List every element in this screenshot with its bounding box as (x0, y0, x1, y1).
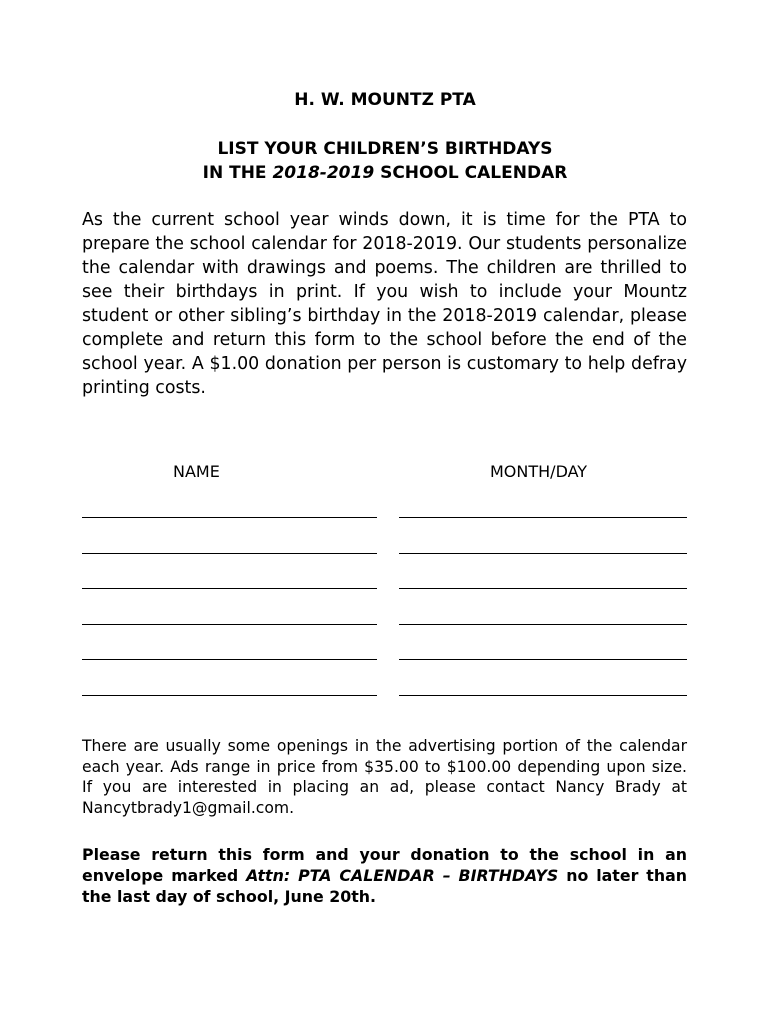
month-day-line-5[interactable] (399, 659, 687, 660)
return-instructions (82, 844, 687, 907)
name-line-4[interactable] (82, 624, 377, 625)
name-column-header: NAME (173, 462, 220, 481)
page-title (0, 137, 770, 185)
ads-paragraph: There are usually some openings in the advertising portion of the calendar each year. Ads range in price from $35.00 to $100.00 depending upon size. If you are interested in placing an ad, please contact Nancy Brady at Nancytbrady1@gmail.com. (82, 737, 687, 817)
title-line-2 (0, 161, 770, 185)
month-day-line-1[interactable] (399, 517, 687, 518)
name-line-1[interactable] (82, 517, 377, 518)
organization-name: H. W. MOUNTZ PTA (294, 90, 476, 110)
return-prefix: Please return this form and your donation to the school in an envelope marked (82, 845, 687, 885)
envelope-label: Attn: PTA CALENDAR – BIRTHDAYS (246, 866, 559, 885)
return-suffix: no later than the last day of school, June 20th. (82, 866, 687, 906)
name-line-6[interactable] (82, 695, 377, 696)
month-day-column-header: MONTH/DAY (490, 462, 588, 481)
name-line-5[interactable] (82, 659, 377, 660)
name-line-2[interactable] (82, 553, 377, 554)
title-year: 2018-2019 (272, 163, 375, 183)
intro-paragraph: As the current school year winds down, it is time for the PTA to prepare the school calendar for 2018-2019. Our students personalize the calendar with drawings and poems. The children are thrilled to see their birthdays in print. If you wish to include your Mountz student or other sibling’s birthday in the 2018-2019 calendar, please complete and return this form to the school before the end of the school year. A $1.00 donation per person is customary to help defray printing costs. (82, 210, 687, 398)
month-day-line-4[interactable] (399, 624, 687, 625)
name-line-3[interactable] (82, 588, 377, 589)
title-prefix: IN THE (202, 163, 273, 183)
month-day-line-2[interactable] (399, 553, 687, 554)
month-day-line-3[interactable] (399, 588, 687, 589)
month-day-line-6[interactable] (399, 695, 687, 696)
title-suffix: SCHOOL CALENDAR (374, 163, 568, 183)
title-line-1: LIST YOUR CHILDREN’S BIRTHDAYS (217, 139, 553, 159)
